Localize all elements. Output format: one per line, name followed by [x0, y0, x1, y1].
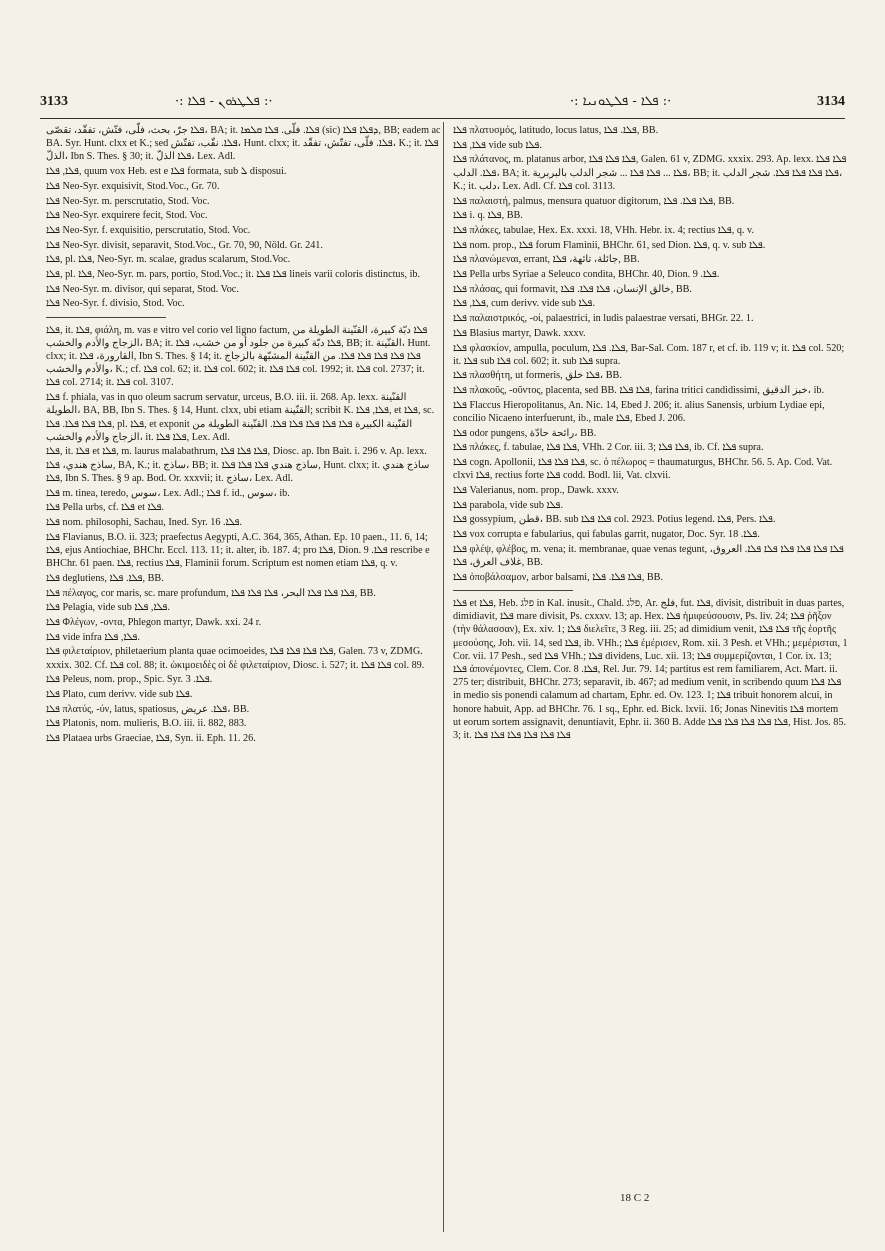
right-page-number: 3134	[817, 94, 845, 109]
dictionary-entry: ܦܠܐ Neo-Syr. divisit, separavit, Stod.Voc., Gr. 70, 90, Nöld. Gr. 241.	[46, 239, 323, 251]
dictionary-entry: ܦܠܐ παλαιστή, palmus, mensura quatuor digitorum, ܦܠܐ ܦܠܐ. ܦܠܐ, BB.	[453, 195, 735, 207]
right-running-head: ·: ܦܠܐ - ܦܠܛܘܢܝܐ :·	[570, 94, 672, 109]
dictionary-entry: ܦܠܐ Flaccus Hieropolitanus, An. Nic. 14, Ebed J. 206; it. alius Sanensis, urbium Lydiae epi, concilio Nicaeno interfuerunt, ib., male ܦܠܐ, Ebed J. 206.	[453, 399, 825, 425]
dictionary-entry: ܦܠܐ φλέψ, φλέβος, m. vena; it. membranae, quae venas tegunt, ܦܠܐ ܦܠܐ ܦܠܐ ܦܠܐ ܦܠܐ ܦܠܐ. العروق، غلاف العرق، ܦܠܐ, BB.	[453, 543, 844, 569]
dictionary-entry: ܦܠܐ, it. ܦܠܐ, φιάλη, m. vas e vitro vel corio vel ligno factum, ܦܠܐ دبّة كبيرة، القنّينة الطويلة من الزجاج والأدم والخشب، BA; it. ܦܠܐ دبّة كبيرة من جلود أو من خشب، ܦܠܐ, BB; it. القنّينة، Hunt. clxx; it. القارورة، ܦܠܐ, Ibn S. Thes. § 14; it. ܦܠܐ ܦܠܐ ܦܠܐ ܦܠܐ ܦܠܐ. من القنّينة المشبّهة بالزجاج والأدم والخشب، K.; cf. ܦܠܐ col. 62; it. ܦܠܐ col. 602; it. ܦܠܐ ܦܠܐ col. 1992; it. ܦܠܐ col. 2737; it. ܦܠܐ col. 2714; it. ܦܠܐ col. 3107.	[46, 324, 431, 389]
dictionary-entry: ܦܠܐ φιλεταίριον, philetaerium planta quae ocimoeides, ܦܠܐ ܦܠܐ ܦܠܐ ܦܠܐ, Galen. 73 v, ZDMG. xxxix. 302. Cf. ܦܠܐ col. 88; it. ὠκιμοειδὲς οἱ δὲ φιλεταίριον, Diosc. i. 527; it. ܦܠܐ ܦܠܐ col. 89.	[46, 646, 425, 671]
header-rule	[40, 118, 845, 119]
dictionary-entry: ܦܠܐ πλάσας, qui formavit, خالق الإنسان، ܦܠܐ ܦܠܐ. ܦܠܐ, BB.	[453, 283, 692, 295]
dictionary-entry: ܦܠܐ πλατύς, -ύν, latus, spatiosus, ܦܠܐ. عريض، BB.	[46, 703, 250, 715]
dictionary-entry: ܦܠܐ παλαιστρικός, -οί, palaestrici, in ludis palaestrae versati, BHGr. 22. 1.	[453, 313, 754, 325]
dictionary-entry: ܦܠܐ πλατυσμός, latitudo, locus latus, ܦܠܐ. ܦܠܐ, BB.	[453, 125, 659, 136]
dictionary-entry: ܦܠܐ deglutiens, ܦܠܐ. ܦܠܐ, BB.	[46, 572, 164, 584]
dictionary-entry: ܦܠܐ cogn. Apollonii, ܦܠܐ ܦܠܐ ܦܠܐ, sc. ὁ πέλωρος = thaumaturgus, BHChr. 56. 5. Ap. Cod. Vat. clxvi ܦܠܐ, rectius forte ܦܠܐ codd. Bodl. lii, Vat. clxvii.	[453, 457, 833, 482]
dictionary-entry: ܦܠܐ Pella urbs Syriae a Seleuco condita, BHChr. 40, Dion. ܦܠܐ. 9.	[453, 269, 720, 281]
dictionary-entry: ܦܠܐ πλάκες, f. tabulae, ܦܠܐ ܦܠܐ, VHh. 2 Cor. iii. 3; ܦܠܐ ܦܠܐ, ib. Cf. ܦܠܐ supra.	[453, 442, 764, 454]
dictionary-entry: ܦܠܐ, pl. ܦܠܐ, Neo-Syr. m. pars, portio, Stod.Voc.; it. ܦܠܐ ܦܠܐ lineis varii coloris distinctus, ib.	[46, 269, 421, 281]
dictionary-entry: ܦܠܐ Neo-Syr. m. perscrutatio, Stod. Voc.	[46, 195, 210, 207]
dictionary-entry: ܦܠܐ Neo-Syr. exquisivit, Stod.Voc., Gr. 70.	[46, 180, 220, 192]
dictionary-entry: ܦܠܐ Neo-Syr. m. divisor, qui separat, Stod. Voc.	[46, 283, 239, 295]
left-column	[46, 124, 441, 747]
dictionary-entry: ܦܠܐ πλανώμεναι, errant, جائلة، تائهة، ܦܠܐ, BB.	[453, 254, 640, 266]
dictionary-entry: ܦܠܐ Pella urbs, cf. ܦܠܐ et ܦܠܐ.	[46, 502, 165, 514]
dictionary-entry: ܦܠܐ Peleus, nom. prop., Spic. Syr. ܦܠܐ. 3.	[46, 674, 213, 686]
dictionary-entry: ܦܠܐ Neo-Syr. f. exquisitio, perscrutatio, Stod. Voc.	[46, 224, 251, 236]
dictionary-entry: ܦܠܐ, ܦܠܐ, cum derivv. vide sub ܦܠܐ.	[453, 298, 595, 310]
section-divider	[46, 317, 166, 318]
left-running-head: ·: ܦܠܛܪܘܢ - ܦܠܐ :·	[175, 94, 273, 109]
column-rule	[443, 122, 444, 1232]
section-divider	[453, 590, 573, 591]
dictionary-entry: ܦܠܐ πλακοῦς, -οῦντος, placenta, sed BB. ܦܠܐ ܦܠܐ, farina tritici candidissimi, خبز الدقيق، ib.	[453, 385, 825, 397]
dictionary-entry: ܦܠܐ gossypium, قطن، BB. sub ܦܠܐ ܦܠܐ col. 2923. Potius legend. ܦܠܐ, Pers. ܦܠܐ.	[453, 514, 776, 526]
dictionary-entry: ܦܠܐ Φλέγων, -οντα, Phlegon martyr, Dawk. xxi. 24 r.	[46, 616, 262, 628]
dictionary-entry: ܦܠܐ parabola, vide sub ܦܠܐ.	[453, 499, 563, 511]
dictionary-entry: ܦܠܐ nom. philosophi, Sachau, Ined. Syr. ܦܠܐ. 16.	[46, 516, 243, 528]
dictionary-entry: ܦܠܐ Pelagia, vide sub ܦܠܐ, ܦܠܐ.	[46, 602, 170, 614]
dictionary-entry: ܦܠܐ πλασθήτη, ut formeris, ܦܠܐ خلق، BB.	[453, 370, 622, 382]
dictionary-entry: ܦܠܐ et ܦܠܐ, Heb. פלג in Kal. inusit., Chald. פלג, Ar. فلج, fut. ܦܠܐ, divisit, distribuit in duas partes, dimidiavit, ܦܠܐ mare divisit, Ps. cxxxv. 13; ap. Hex. ܦܠܐ ἡμιφεύσουσιν, Ps. liv. 24; ܦܠܐ ῥῆξον (τὴν θάλασσαν), Ex. xiv. 1; ܦܠܐ διελεῖτε, 3 Reg. iii. 25; ad dimidium venit, ܦܠܐ ܦܠܐ τῆς ἑορτῆς μεσούσης, Joh. vii. 14, sed ܦܠܐ, ib. VHh.; ܦܠܐ ἐμέρισεν, Rom. xii. 3 Pesh. et VHh.; μεμέρισται, 1 Cor. vii. 17 Pesh., sed ܦܠܐ VHh.; ܦܠܐ dividens, Luc. xii. 13; ܦܠܐ συμμερίζονται, 1 Cor. ix. 13; ܦܠܐ ἀπονέμοντες, Clem. Cor. ܦܠܐ. 8, Rel. Jur. 79. 14; partitus est rem familiarem, Act. Mart. ii. 275 ter; distribuit, BHChr. 273; separavit, ib. 467; ad medium venit, in scribendo quum ܦܠܐ ܦܠܐ in medio sis ponendi calamum ad chartam, Ephr. ed. Ov. 123. 1; ܦܠܐ tribuit honorem alcui, in honore habuit, App. ad BHChr. 76. 1 sq., Ephr. ed. Bick. lxvii. 16; Jonas Ninevitis ܦܠܐ mortem ut eorum sortem assignavit, denuntiavit, Ephr. ii. 360 B. Adde ܦܠܐ ܦܠܐ ܦܠܐ ܦܠܐ ܦܠܐ, Hist. Jos. 85. 3; it. ܦܠܐ ܦܠܐ ܦܠܐ ܦܠܐ ܦܠܐ ܦܠܐ	[453, 598, 848, 742]
dictionary-entry: ܦܠܐ Neo-Syr. exquirere fecit, Stod. Voc.	[46, 210, 208, 222]
dictionary-entry: ܦܠܐ, ܦܠܐ vide sub ܦܠܐ.	[453, 139, 542, 151]
dictionary-entry: ܦܠܐ Flavianus, B.O. ii. 323; praefectus Aegypti, A.C. 364, 365, Athan. Ep. 10 paen., 11. 6, 14; ܦܠܐ, ejus Antiochiae, BHChr. Eccl. 113. 11; it. alter, ib. 187. 4; pro ܦܠܐ, Dion. ܦܠܐ. 9 rescribe e BHChr. 61 paen. ܦܠܐ, rectius ܦܠܐ, Flaminii forum. Scriptum est nomen etiam ܦܠܐ, q. v.	[46, 531, 430, 570]
dictionary-entry: ܦܠܐ Plato, cum derivv. vide sub ܦܠܐ.	[46, 688, 193, 700]
dictionary-entry: ܦܠܐ, ܦܠܐ, quum vox Heb. est e ܦܠܐ formata, sub ܠ disposui.	[46, 166, 287, 178]
dictionary-entry: ܦܠܐ, it. ܦܠܐ et ܦܠܐ, m. laurus malabathrum, ܦܠܐ ܦܠܐ ܦܠܐ, Diosc. ap. Ibn Bait. i. 296 v. Ap. lexx. ساذج هندي، ܦܠܐ, BA, K.; it. ساذج، BB; it. ساذج هندي ܦܠܐ ܦܠܐ ܦܠܐ, Hunt. clxx; it. ساذج هندي ܦܠܐ, Ibn S. Thes. § 9 ap. Bod. Or. xxxvii; it. ساذج، Lex. Adl.	[46, 446, 430, 484]
dictionary-entry: ܦܠܐ vox corrupta e fabularius, qui fabulas garrit, nugator, Doc. Syr. ܦܠܐ. 18.	[453, 529, 760, 541]
dictionary-entry: ܦܠܐ Blasius martyr, Dawk. xxxv.	[453, 327, 586, 339]
right-column	[453, 124, 848, 744]
dictionary-entry: ܦܠܐ m. tinea, teredo, سوس، Lex. Adl.; ܦܠܐ f. id., سوس، ib.	[46, 487, 290, 499]
dictionary-entry: ܦܠܐ nom. prop., ܦܠܐ forum Flaminii, BHChr. 61, sed Dion. ܦܠܐ, q. v. sub ܦܠܐ.	[453, 239, 766, 251]
dictionary-entry: ܦܠܐ ὀποβάλσαμον, arbor balsami, ܦܠܐ ܦܠܐ. ܦܠܐ, BB.	[453, 571, 663, 583]
signature-mark: 18 C 2	[620, 1192, 650, 1204]
dictionary-entry: ܦܠܐ i. q. ܦܠܐ, BB.	[453, 210, 523, 222]
dictionary-entry: ܦܠܐ Neo-Syr. f. divisio, Stod. Voc.	[46, 298, 185, 310]
page-header	[40, 94, 845, 118]
dictionary-entry: ܦܠܐ πλάκες, tabulae, Hex. Ex. xxxi. 18, VHh. Hebr. ix. 4; rectius ܦܠܐ, q. v.	[453, 224, 754, 236]
dictionary-entry: ܦܠܐ odor pungens, رائحة حادّة، BB.	[453, 427, 597, 439]
dictionary-entry: ܦܠܐ Platonis, nom. mulieris, B.O. iii. ii. 882, 883.	[46, 718, 247, 730]
dictionary-entry: ܦܠܐ vide infra ܦܠܐ, ܦܠܐ.	[46, 631, 140, 643]
dictionary-entry: ܦܠܐ f. phiala, vas in quo oleum sacrum servatur, urceus, B.O. iii. ii. 268. Ap. lexx. القنّينة الطويلة، BA, BB, Ibn S. Thes. § 14, Hunt. clxx, ubi etiam القنّينة; scribit K. ܦܠܐ, ܦܠܐ, et ܦܠܐ, sc. ܦܠܐ ܦܠܐ ܦܠܐ. ܦܠܐ, pl. ܦܠܐ, et exponit القنّينة الكبيرة ܦܠܐ ܦܠܐ ܦܠܐ ܦܠܐ ܦܠܐ. القنّينة الطويلة من الزجاج والأدم والخشب، it. ܦܠܐ ܦܠܐ, Lex. Adl.	[46, 392, 435, 443]
dictionary-entry: ܦܠܐ πέλαγος, cor maris, sc. mare profundum, ܦܠܐ ܦܠܐ ܦܠܐ البحر، ܦܠܐ ܦܠܐ ܦܠܐ, BB.	[46, 587, 376, 599]
dictionary-entry: ܦܠܐ Valerianus, nom. prop., Dawk. xxxv.	[453, 485, 619, 497]
dictionary-entry: ܦܠܐ, pl. ܦܠܐ, Neo-Syr. m. scalae, gradus scalarum, Stod.Voc.	[46, 254, 291, 266]
dictionary-entry: ܦܠܐ φλασκίον, ampulla, poculum, ܦܠܐ. ܦܠܐ, Bar-Sal. Com. 187 r, et cf. ib. 119 v; it. ܦܠܐ col. 520; it. ܦܠܐ sub ܦܠܐ col. 602; it. sub ܦܠܐ supra.	[453, 342, 845, 367]
dictionary-entry: ܦܠܐ Plataea urbs Graeciae, ܦܠܐ, Syn. ii. Eph. 11. 26.	[46, 733, 256, 745]
dictionary-entry: ܦܠܐ πλάτανος, m. platanus arbor, ܦܠܐ ܦܠܐ ܦܠܐ, Galen. 61 v, ZDMG. xxxix. 293. Ap. lexx. ܦܠܐ ܦܠܐ ܦܠܐ. الدلب، BA; it. ܦܠܐ ... ܦܠܐ ܦܠܐ ... شجر الدلب بالبربرية، BB; it. ܦܠܐ ܦܠܐ ܦܠܐ ܦܠܐ. شجر الدلب، K.; it. دلب، Lex. Adl. Cf. ܦܠܐ col. 3113.	[453, 154, 847, 192]
dictionary-entry: ܦܠܐ جرّ، بحث، فلّى، فتّش، تفقّد، تقصّى، BA; it. ܦܠܐ. فلّى. ܦܠܐ ܩܠܡܐ (sic) ܕܦܠܐ ܦܠܐ, BB; eadem ac BA. Syr. Hunt. clxx et K.; sed ܦܠܐ. نقّب، تفتّش، Hunt. clxx; it. ܦܠܐ. فلّى، تفتّش، تفقّد، K.; it. ܦܠܐ الذلّ، Ibn S. Thes. § 30; it. ܦܠܐ الذلّ، Lex. Adl.	[46, 125, 441, 163]
left-page-number: 3133	[40, 94, 68, 109]
